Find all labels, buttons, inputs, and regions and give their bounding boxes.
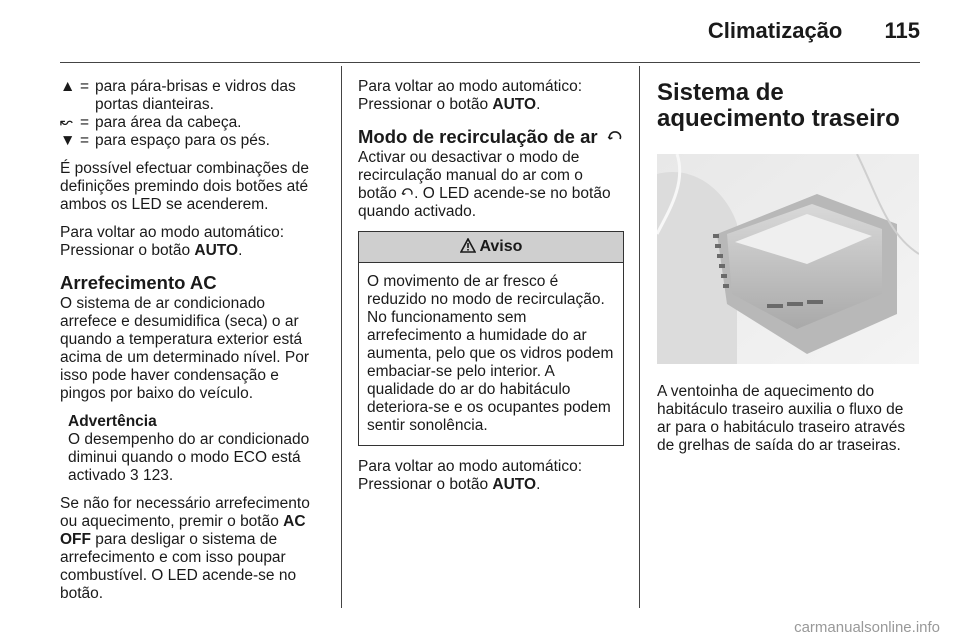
text: . [238, 242, 243, 259]
page-number: 115 [884, 18, 920, 43]
auto-button-label: AUTO [492, 96, 537, 113]
text: . O LED acende-se no botão quando activado. [358, 185, 611, 220]
auto-button-label: AUTO [492, 476, 537, 493]
footwell-arrow-icon: ▼ [60, 132, 76, 149]
list-item-text: para espaço para os pés. [95, 132, 270, 149]
recirculation-icon [607, 130, 623, 144]
column-divider-2 [639, 66, 640, 608]
text: Para voltar ao modo automático: Pressionar o botão [60, 224, 285, 259]
recirculation-icon [401, 187, 414, 199]
equals-sign: = [80, 78, 90, 95]
equals-sign: = [80, 114, 90, 131]
warning-header [359, 232, 623, 263]
page-reference: 3 123. [130, 467, 174, 484]
head-area-arrow-icon: ↜ [60, 114, 73, 131]
note-title: Advertência [68, 413, 157, 430]
list-item-text: para área da cabeça. [95, 114, 242, 131]
paragraph: O sistema de ar condicionado arrefece e desumidifica (seca) o ar quando a temperatura exterior está acima de um determinado nível. Por isso pode haver condensação e pingos por baixo do veículo. [60, 295, 309, 402]
list-item [60, 132, 326, 150]
text: . [536, 96, 541, 113]
paragraph [358, 149, 624, 221]
heading-recirculation [358, 126, 624, 147]
paragraph: É possível efectuar combinações de definições premindo dois botões até ambos os LED se acenderem. [60, 160, 309, 213]
paragraph [60, 224, 326, 260]
watermark: carmanualsonline.info [794, 619, 940, 636]
column-2 [358, 78, 624, 504]
heading-rear-heating: Sistema de aquecimento traseiro [657, 79, 900, 132]
text: Para voltar ao modo automático: Pressionar o botão [358, 78, 583, 113]
ac-off-button-label: AC OFF [60, 513, 306, 548]
paragraph [358, 458, 624, 494]
auto-button-label: AUTO [194, 242, 239, 259]
paragraph [60, 495, 326, 603]
text: O desempenho do ar condicionado diminui quando o modo ECO está activado [68, 431, 310, 484]
warning-title: Aviso [479, 238, 523, 255]
section-title: Climatização [707, 18, 843, 43]
column-3 [657, 78, 921, 465]
windscreen-arrow-icon: ▲ [60, 78, 76, 95]
text: Para voltar ao modo automático: Pressionar o botão [358, 458, 583, 493]
heading-ac-cooling: Arrefecimento AC [60, 272, 217, 293]
page-header [672, 18, 920, 44]
warning-text: O movimento de ar fresco é reduzido no modo de recirculação. No funcionamento sem arrefecimento a humidade do ar aumenta, pelo que os vidros podem embaciar-se pelo interior. A qualidade do ar do habitáculo deteriora-se e os ocupantes podem sentir sonolência. [367, 273, 614, 434]
text: Modo de recirculação de ar [358, 126, 598, 147]
rear-heating-vent-image [657, 154, 919, 364]
column-divider-1 [341, 66, 342, 608]
text: Se não for necessário arrefecimento ou aquecimento, premir o botão [60, 495, 310, 530]
list-item [60, 78, 326, 114]
air-distribution-list [60, 78, 326, 150]
note-box [60, 413, 326, 485]
text: Activar ou desactivar o modo de recirculação manual do ar com o botão [358, 149, 583, 202]
text: para desligar o sistema de arrefecimento e com isso poupar combustível. O LED acende-se no botão. [60, 531, 297, 602]
paragraph: A ventoinha de aquecimento do habitáculo traseiro auxilia o fluxo de ar para o habitáculo traseiro através de grelhas de saída do ar traseiras. [657, 383, 906, 454]
warning-box [358, 231, 624, 446]
column-1 [60, 78, 326, 613]
list-item [60, 114, 326, 132]
header-rule [60, 62, 920, 63]
equals-sign: = [80, 132, 90, 149]
note-text [68, 431, 326, 485]
text: . [536, 476, 541, 493]
paragraph [358, 78, 624, 114]
warning-triangle-icon [460, 238, 476, 253]
list-item-text: para pára-brisas e vidros das portas dianteiras. [95, 78, 296, 113]
